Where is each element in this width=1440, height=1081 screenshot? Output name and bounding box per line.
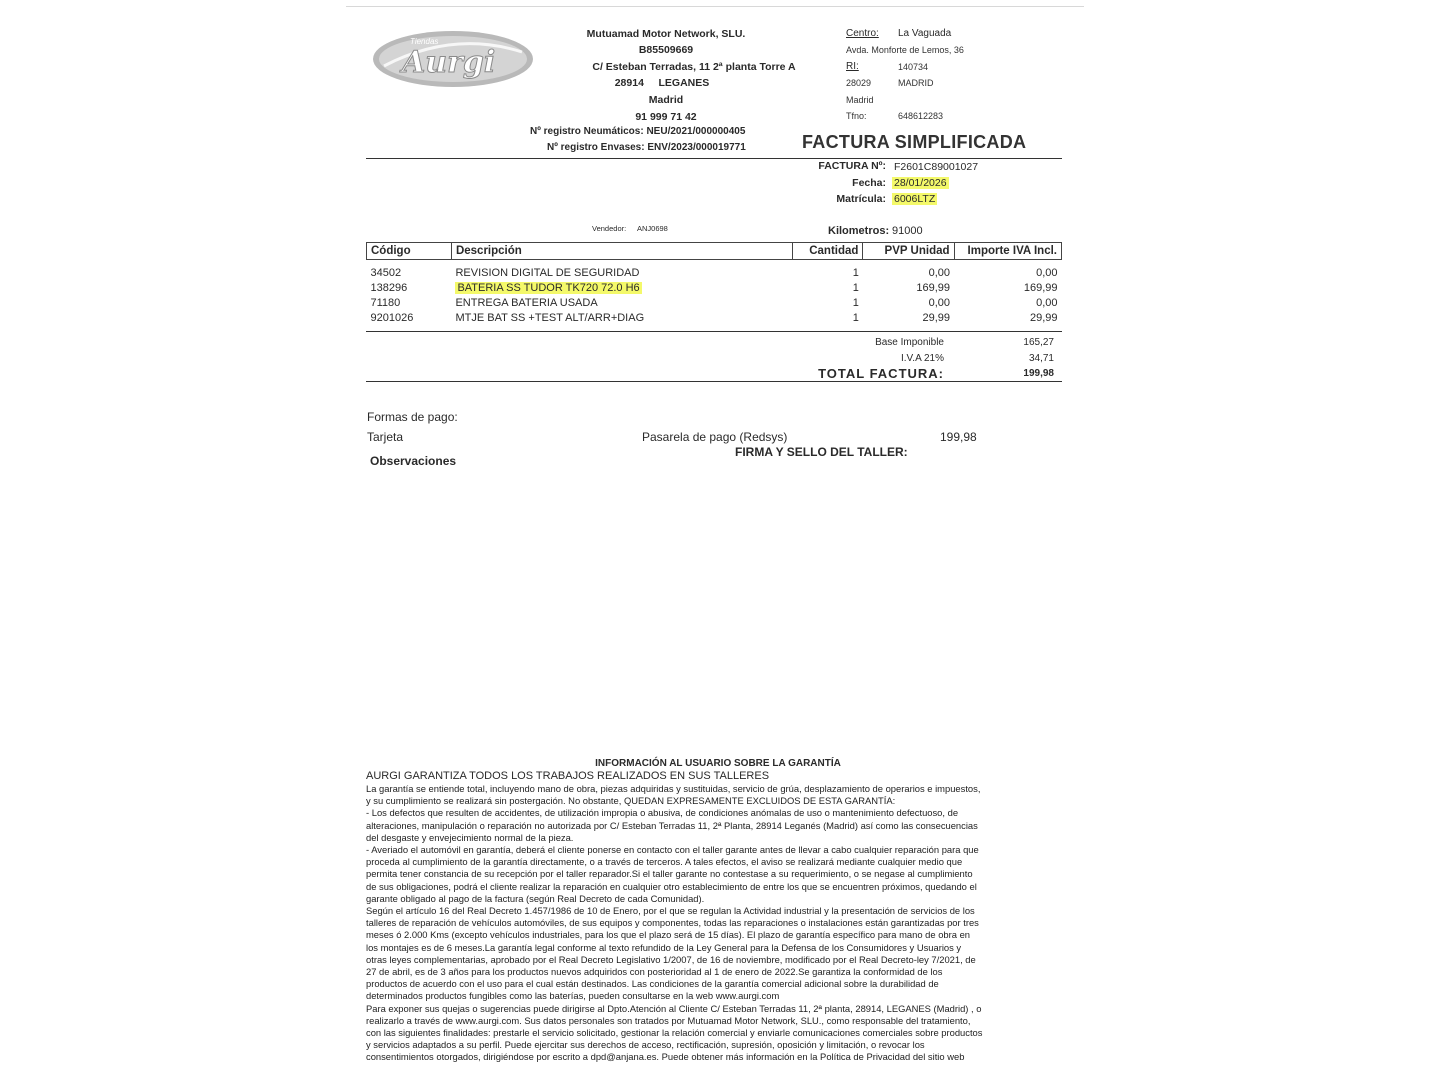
warranty-subtitle: AURGI GARANTIZA TODOS LOS TRABAJOS REALIZADOS EN SUS TALLERES	[366, 770, 770, 782]
table-bottom-divider	[366, 331, 1062, 332]
header-descripcion: Descripción	[451, 243, 792, 260]
row-pvp: 0,00	[928, 267, 951, 279]
table-header-row	[367, 243, 1062, 260]
warranty-paragraph: - Los defectos que resulten de accidentes, de utilización impropia o abusiva, de condiciones anómalas de uso o mantenimiento defectuoso, de alteraciones, manipulación o reparación no autorizada por C/ Esteban Terradas 11, 2ª Planta, 28914 Leganés (Madrid) así como las consecuencias del desgaste y envejecimiento normal de la pieza.	[366, 807, 978, 843]
seller-value: ANJ0698	[637, 224, 668, 233]
row-qty: 1	[852, 282, 859, 294]
company-name: Mutuamad Motor Network, SLU.	[586, 28, 746, 40]
table-row	[367, 311, 1062, 326]
centro-value: La Vaguada	[898, 28, 952, 39]
payment-gateway: Pasarela de pago (Redsys)	[642, 430, 788, 444]
company-street: C/ Esteban Terradas, 11 2ª planta Torre A	[592, 61, 796, 73]
company-province: Madrid	[648, 94, 684, 106]
row-imp: 0,00	[1036, 267, 1058, 279]
payment-method: Tarjeta	[367, 430, 404, 444]
row-qty: 1	[852, 312, 859, 324]
company-postal-city: 28914 LEGANES	[614, 77, 710, 89]
svg-text:Aurgi: Aurgi	[402, 45, 496, 80]
row-qty: 1	[852, 267, 859, 279]
table-row	[367, 266, 1062, 281]
observaciones-label: Observaciones	[370, 454, 457, 468]
warranty-title: INFORMACIÓN AL USUARIO SOBRE LA GARANTÍA	[595, 758, 841, 769]
header-cantidad: Cantidad	[792, 243, 863, 260]
centro-label: Centro:	[846, 28, 879, 39]
row-desc: ENTREGA BATERIA USADA	[455, 297, 598, 309]
header-pvp-unidad: PVP Unidad	[863, 243, 954, 260]
payment-title: Formas de pago:	[367, 410, 458, 424]
center-postal: 28029	[846, 78, 872, 88]
aurgi-logo	[370, 28, 536, 90]
base-value: 165,27	[1023, 337, 1054, 348]
total-label: TOTAL FACTURA:	[818, 366, 944, 381]
plate-label: Matrícula:	[836, 193, 886, 205]
total-value: 199,98	[1023, 368, 1054, 379]
row-pvp: 29,99	[922, 312, 951, 324]
row-code: 138296	[370, 282, 408, 294]
row-desc: BATERIA SS TUDOR TK720 72.0 H6	[457, 282, 640, 294]
row-desc: MTJE BAT SS +TEST ALT/ARR+DIAG	[455, 312, 645, 324]
km-value: 91000	[892, 225, 923, 237]
plate-number: 6006LTZ	[894, 193, 936, 205]
warranty-paragraph: Para exponer sus quejas o sugerencias puede dirigirse al Dpto.Atención al Cliente C/ Esteban Terradas 11, 2ª planta, 28914, LEGANES (Madrid) , o realizarlo a través de www.aurgi.com. Sus datos personales son tratados por Mutuamad Motor Network, SLU., como responsable del tratamiento, con las siguientes finalidades: prestarle el servicio solicitado, gestionar la relación comercial y enviarle comunicaciones comerciales sobre productos y servicios adaptados a su perfil. Puede ejercitar sus derechos de acceso, rectificación, supresión, oposición y limitación, o revocar los consentimientos otorgados, dirigiéndose por escrito a dpd@anjana.es. Puede obtener más información en la Política de Privacidad del sitio web	[366, 1002, 983, 1063]
invoice-date: 28/01/2026	[894, 177, 947, 189]
iva-value: 34,71	[1028, 353, 1054, 364]
table-row	[367, 281, 1062, 296]
tfno-label: Tfno:	[846, 111, 867, 121]
row-code: 34502	[370, 267, 402, 279]
reg-neumaticos: Nº registro Neumáticos: NEU/2021/000000405	[530, 126, 746, 137]
row-imp: 169,99	[1023, 282, 1058, 294]
row-pvp: 0,00	[928, 297, 951, 309]
reg-envases: Nº registro Envases: ENV/2023/000019771	[547, 142, 746, 153]
company-phone: 91 999 71 42	[635, 111, 697, 123]
items-table	[366, 242, 1062, 326]
row-code: 71180	[370, 297, 401, 309]
warranty-paragraph: La garantía se entiende total, incluyendo mano de obra, piezas adquiridas y sustituidas, servicio de grúa, desplazamiento de operarios e impuestos, y su cumplimiento se realizará sin postergación. No obstante, QUEDAN EXPRESAMENTE EXCLUIDOS DE ESTA GARANTÍA:	[366, 783, 981, 807]
row-code: 9201026	[370, 312, 414, 324]
invoice-title: FACTURA SIMPLIFICADA	[802, 132, 1027, 152]
center-address: Avda. Monforte de Lemos, 36	[846, 45, 964, 55]
base-label: Base Imponible	[875, 337, 944, 348]
header-divider	[366, 158, 1062, 159]
row-pvp: 169,99	[916, 282, 951, 294]
table-row	[367, 296, 1062, 311]
signature-label: FIRMA Y SELLO DEL TALLER:	[735, 445, 908, 459]
iva-label: I.V.A 21%	[901, 353, 944, 364]
row-imp: 0,00	[1036, 297, 1058, 309]
row-qty: 1	[852, 297, 859, 309]
row-desc: REVISION DIGITAL DE SEGURIDAD	[455, 267, 640, 279]
seller-label: Vendedor:	[592, 224, 627, 233]
warranty-paragraph: Según el artículo 16 del Real Decreto 1.457/1986 de 10 de Enero, por el que se regulan la Actividad industrial y la presentación de servicios de los talleres de reparación de vehículos automóviles, de sus equipos y componentes, todas las reparaciones o instalaciones están garantizadas por tres meses ó 2.000 Kms (excepto vehículos industriales, para los que el plazo será de 15 días). El plazo de garantía específico para mano de obra en los montajes es de 6 meses.La garantía legal conforme al texto refundido de la Ley General para la Defensa de los Consumidores y Usuarios y otras leyes complementarias, aprobado por el Real Decreto Legislativo 1/2007, de 16 de noviembre, modificado por el Real Decreto-ley 7/2021, de 27 de abril, es de 3 años para los productos nuevos adquiridos con posterioridad al 1 de enero de 2022.Se garantiza la conformidad de los productos de acuerdo con el uso para el cual están destinados. Las condiciones de la garantía comercial adicional sobre la durabilidad de determinados productos fungibles como las baterías, pueden consultarse en la web www.aurgi.com	[366, 905, 979, 1002]
tfno-value: 648612283	[898, 111, 944, 121]
totals-divider	[366, 381, 1062, 382]
km-label: Kilometros:	[828, 225, 890, 237]
header-codigo: Código	[367, 243, 452, 260]
center-province: Madrid	[846, 95, 874, 105]
svg-text:Tiendas: Tiendas	[410, 37, 439, 46]
warranty-text	[366, 783, 1084, 1064]
invoice-number: F2601C89001027	[894, 161, 979, 173]
warranty-paragraph: - Averiado el automóvil en garantía, deberá el cliente ponerse en contacto con el taller garante antes de llevar a cabo cualquier reparación para que proceda al cumplimiento de la garantía directamente, o a través de terceros. A tales efectos, el aviso se realizará mediante cualquier medio que permita tener constancia de su recepción por el taller reparador.Si el taller garante no contestase a su requerimiento, o se negase al cumplimiento de sus obligaciones, podrá el cliente realizar la reparación en cualquier otro establecimiento de entre los que se encuentren próximos, quedando el garante obligado al pago de la factura (según Real Decreto de cada Comunidad).	[366, 844, 979, 904]
payment-amount: 199,98	[940, 430, 977, 444]
date-label: Fecha:	[852, 177, 886, 189]
header-importe: Importe IVA Incl.	[954, 243, 1061, 260]
center-city: MADRID	[898, 78, 934, 88]
company-cif: B85509669	[638, 44, 694, 56]
invoice-number-label: FACTURA Nº:	[818, 160, 886, 172]
ri-label: RI:	[846, 61, 859, 72]
ri-value: 140734	[898, 62, 929, 72]
row-imp: 29,99	[1029, 312, 1058, 324]
